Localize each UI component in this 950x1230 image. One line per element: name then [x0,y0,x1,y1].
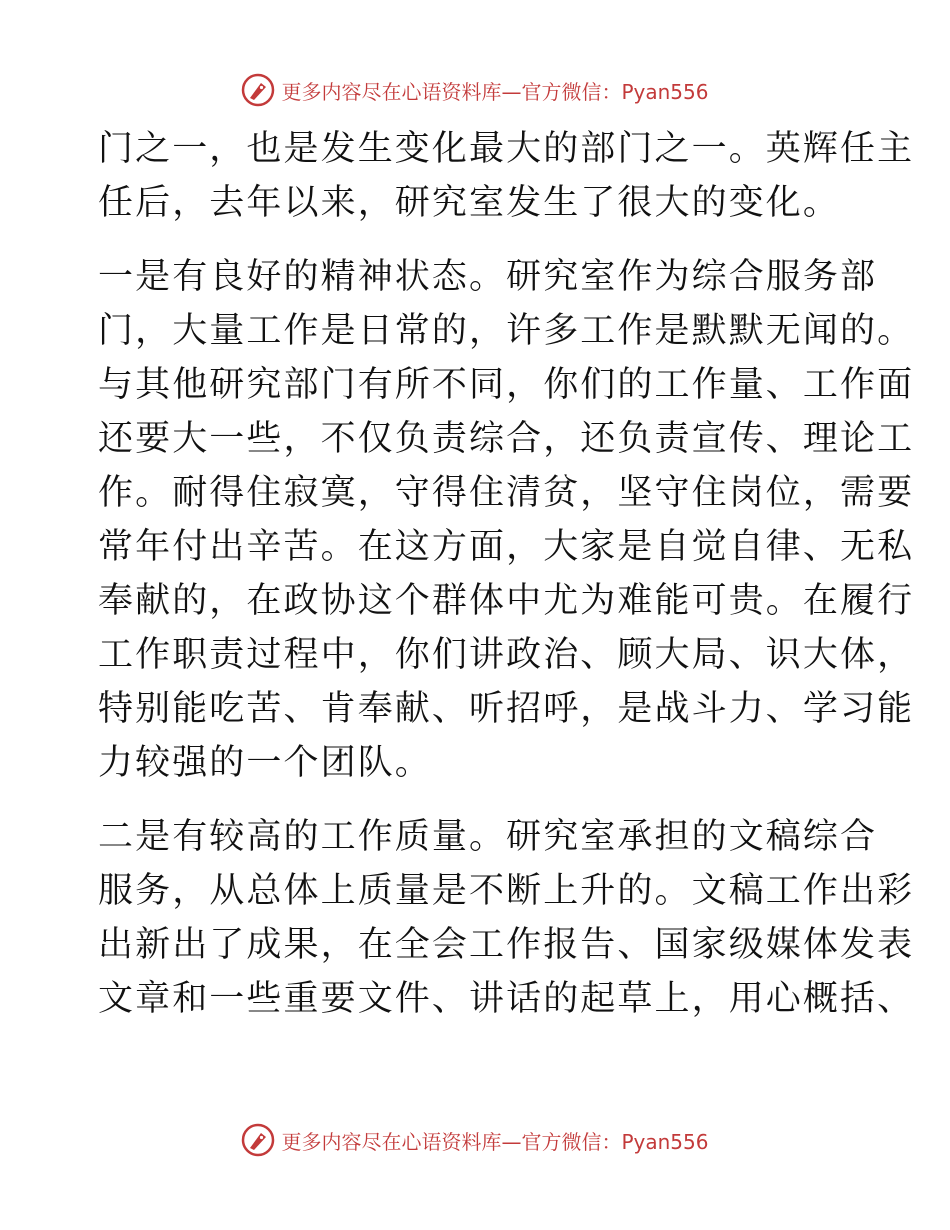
text-line: 工作职责过程中，你们讲政治、顾大局、识大体， [98,635,915,675]
text-line: 二是有较高的工作质量。研究室承担的文稿综合 [98,817,878,857]
pen-nib-logo-icon [241,1123,275,1157]
paragraph [98,122,915,230]
text-line: 力较强的一个团队。 [98,743,432,783]
document-body [98,122,915,1026]
text-line: 门，大量工作是日常的，许多工作是默默无闻的。 [98,311,915,351]
text-line: 门之一，也是发生变化最大的部门之一。英辉任主 [98,129,915,169]
text-line: 文章和一些重要文件、讲话的起草上，用心概括、 [98,979,915,1019]
text-line: 出新出了成果，在全会工作报告、国家级媒体发表 [98,925,915,965]
text-line: 特别能吃苦、肯奉献、听招呼，是战斗力、学习能 [98,689,915,729]
watermark-banner-top [0,70,950,110]
paragraph [98,810,915,1026]
text-line: 一是有良好的精神状态。研究室作为综合服务部 [98,257,878,297]
text-line: 服务，从总体上质量是不断上升的。文稿工作出彩 [98,871,915,911]
watermark-banner-bottom [0,1120,950,1160]
text-line: 与其他研究部门有所不同，你们的工作量、工作面 [98,365,915,405]
watermark-text: 更多内容尽在心语资料库—官方微信：Pyan556 [281,1129,709,1154]
pen-nib-logo-icon [241,73,275,107]
text-line: 还要大一些，不仅负责综合，还负责宣传、理论工 [98,419,915,459]
text-line: 作。耐得住寂寞，守得住清贫，坚守住岗位，需要 [98,473,915,513]
watermark-text: 更多内容尽在心语资料库—官方微信：Pyan556 [281,79,709,104]
paragraph [98,250,915,790]
text-line: 任后，去年以来，研究室发生了很大的变化。 [98,183,841,223]
text-line: 奉献的，在政协这个群体中尤为难能可贵。在履行 [98,581,915,621]
text-line: 常年付出辛苦。在这方面，大家是自觉自律、无私 [98,527,915,567]
